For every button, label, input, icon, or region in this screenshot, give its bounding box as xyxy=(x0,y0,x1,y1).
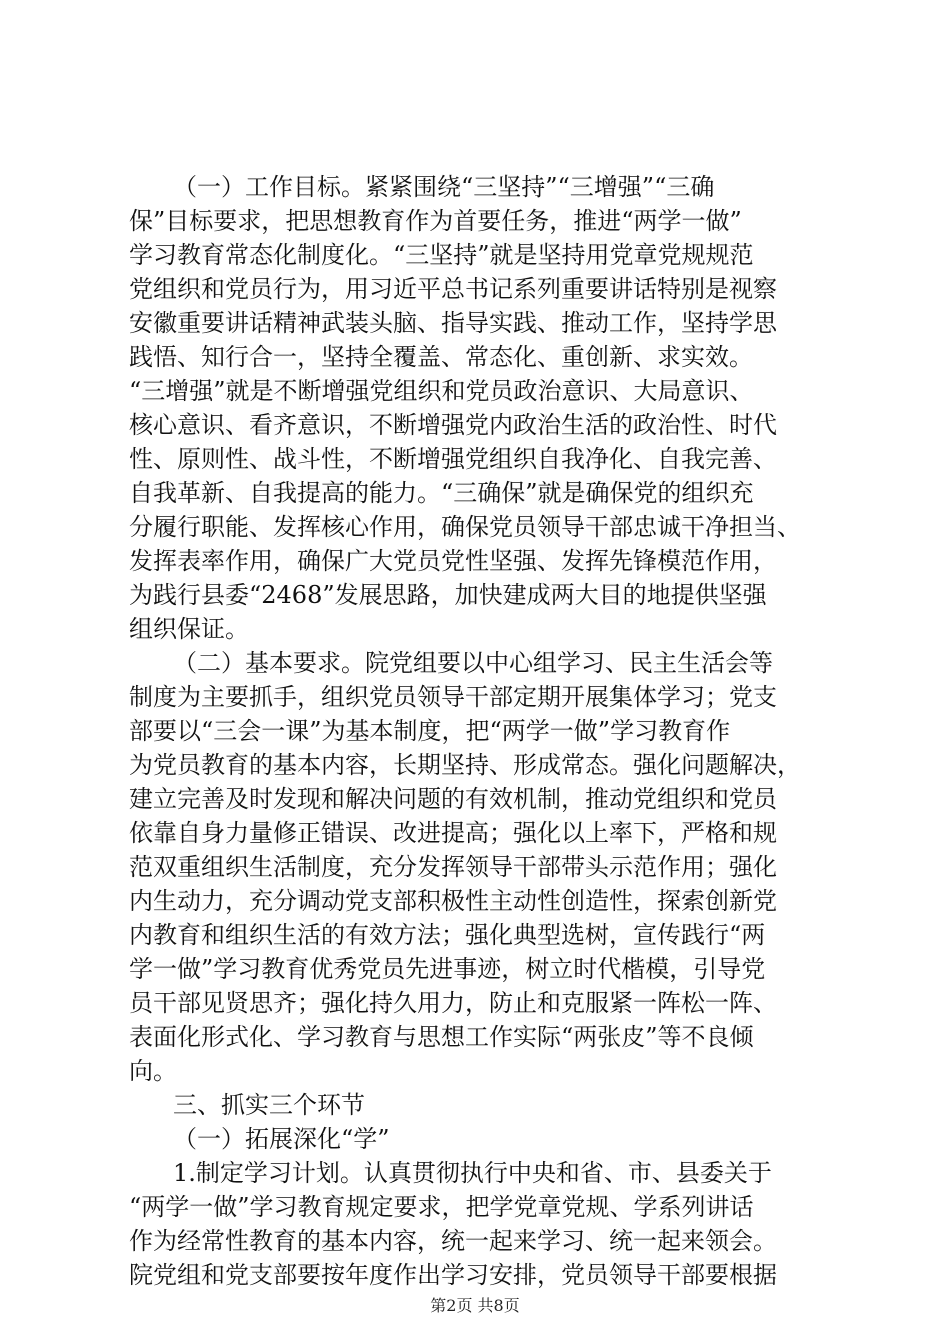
paragraph-line: 作为经常性教育的基本内容，统一起来学习、统一起来领会。 xyxy=(129,1227,777,1255)
section-heading: 三、抓实三个环节 xyxy=(173,1091,365,1119)
paragraph-line: 向。 xyxy=(129,1057,177,1085)
paragraph-line: 性、原则性、战斗性，不断增强党组织自我净化、自我完善、 xyxy=(129,445,777,473)
paragraph-line: 范双重组织生活制度，充分发挥领导干部带头示范作用；强化 xyxy=(129,853,777,881)
paragraph-line: 组织保证。 xyxy=(129,615,249,643)
paragraph-line: 自我革新、自我提高的能力。“三确保”就是确保党的组织充 xyxy=(129,479,754,507)
page-number-footer: 第2页 共8页 xyxy=(430,1296,520,1315)
paragraph-line: 党组织和党员行为，用习近平总书记系列重要讲话特别是视察 xyxy=(129,275,777,303)
paragraph-line: （二）基本要求。院党组要以中心组学习、民主生活会等 xyxy=(173,649,773,677)
paragraph-line: 为践行县委“2468”发展思路，加快建成两大目的地提供坚强 xyxy=(129,581,767,609)
paragraph-line: 建立完善及时发现和解决问题的有效机制，推动党组织和党员 xyxy=(129,785,777,813)
paragraph-line: 部要以“三会一课”为基本制度，把“两学一做”学习教育作 xyxy=(129,717,731,745)
subsection-heading: （一）拓展深化“学” xyxy=(173,1125,390,1153)
paragraph-line: 发挥表率作用，确保广大党员党性坚强、发挥先锋模范作用， xyxy=(129,547,777,575)
paragraph-line: 学习教育常态化制度化。“三坚持”就是坚持用党章党规规范 xyxy=(129,241,754,269)
paragraph-line: 制度为主要抓手，组织党员领导干部定期开展集体学习；党支 xyxy=(129,683,777,711)
paragraph-line: 为党员教育的基本内容，长期坚持、形成常态。强化问题解决， xyxy=(129,751,801,779)
paragraph-line: 院党组和党支部要按年度作出学习安排，党员领导干部要根据 xyxy=(129,1261,777,1289)
paragraph-line: 表面化形式化、学习教育与思想工作实际“两张皮”等不良倾 xyxy=(129,1023,754,1051)
paragraph-line: “三增强”就是不断增强党组织和党员政治意识、大局意识、 xyxy=(129,377,754,405)
paragraph-line: 核心意识、看齐意识，不断增强党内政治生活的政治性、时代 xyxy=(129,411,777,439)
paragraph-line: 学一做”学习教育优秀党员先进事迹，树立时代楷模，引导党 xyxy=(129,955,766,983)
paragraph-line: 1.制定学习计划。认真贯彻执行中央和省、市、县委关于 xyxy=(173,1159,772,1187)
paragraph-line: 员干部见贤思齐；强化持久用力，防止和克服紧一阵松一阵、 xyxy=(129,989,777,1017)
paragraph-line: 内生动力，充分调动党支部积极性主动性创造性，探索创新党 xyxy=(129,887,777,915)
paragraph-line: 分履行职能、发挥核心作用，确保党员领导干部忠诚干净担当、 xyxy=(129,513,801,541)
paragraph-line: 依靠自身力量修正错误、改进提高；强化以上率下，严格和规 xyxy=(129,819,777,847)
paragraph-line: “两学一做”学习教育规定要求，把学党章党规、学系列讲话 xyxy=(129,1193,754,1221)
paragraph-line: （一）工作目标。紧紧围绕“三坚持”“三增强”“三确 xyxy=(173,173,715,201)
paragraph-line: 安徽重要讲话精神武装头脑、指导实践、推动工作，坚持学思 xyxy=(129,309,777,337)
paragraph-line: 内教育和组织生活的有效方法；强化典型选树，宣传践行“两 xyxy=(129,921,766,949)
paragraph-line: 践悟、知行合一，坚持全覆盖、常态化、重创新、求实效。 xyxy=(129,343,753,371)
paragraph-line: 保”目标要求，把思想教育作为首要任务，推进“两学一做” xyxy=(129,207,742,235)
body-text xyxy=(129,170,829,1292)
